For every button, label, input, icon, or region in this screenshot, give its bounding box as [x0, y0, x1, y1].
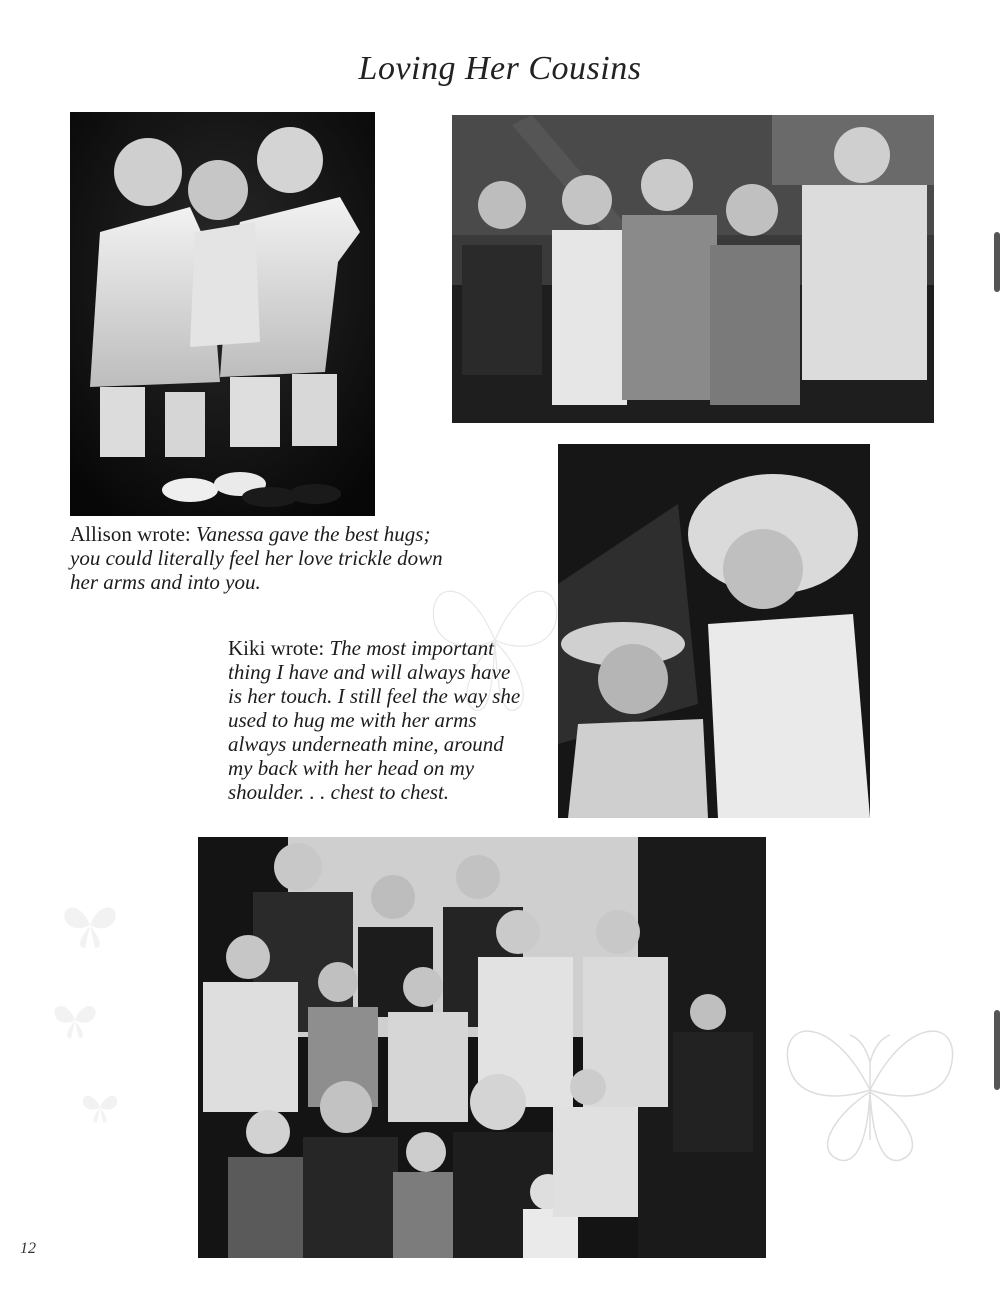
- butterfly-watermark-icon: [80, 1090, 120, 1125]
- caption-quote: The most important thing I have and will always have is her touch. I still feel the way she used to hug me with her arms always underneath mine, around my back with her head on my shoulder. . . chest to chest.: [228, 636, 521, 804]
- binding-edge-mark: [994, 232, 1000, 292]
- butterfly-watermark-icon: [60, 900, 120, 950]
- page-number: 12: [20, 1240, 36, 1257]
- photo-three-girls-white-dresses: [70, 112, 375, 516]
- caption-kiki: [228, 636, 528, 804]
- caption-author: Allison wrote:: [70, 522, 191, 546]
- photo-five-girls-in-row: [452, 115, 934, 423]
- butterfly-watermark-icon: [770, 1000, 970, 1170]
- caption-quote: Vanessa gave the best hugs; you could literally feel her love trickle down her arms and into you.: [70, 522, 443, 594]
- butterfly-watermark-icon: [50, 1000, 100, 1040]
- caption-allison: [70, 522, 450, 594]
- binding-edge-mark: [994, 1010, 1000, 1090]
- photo-two-girls-bonnets: [558, 444, 870, 818]
- caption-author: Kiki wrote:: [228, 636, 325, 660]
- photo-family-group: [198, 837, 766, 1258]
- page-title: Loving Her Cousins: [358, 50, 642, 87]
